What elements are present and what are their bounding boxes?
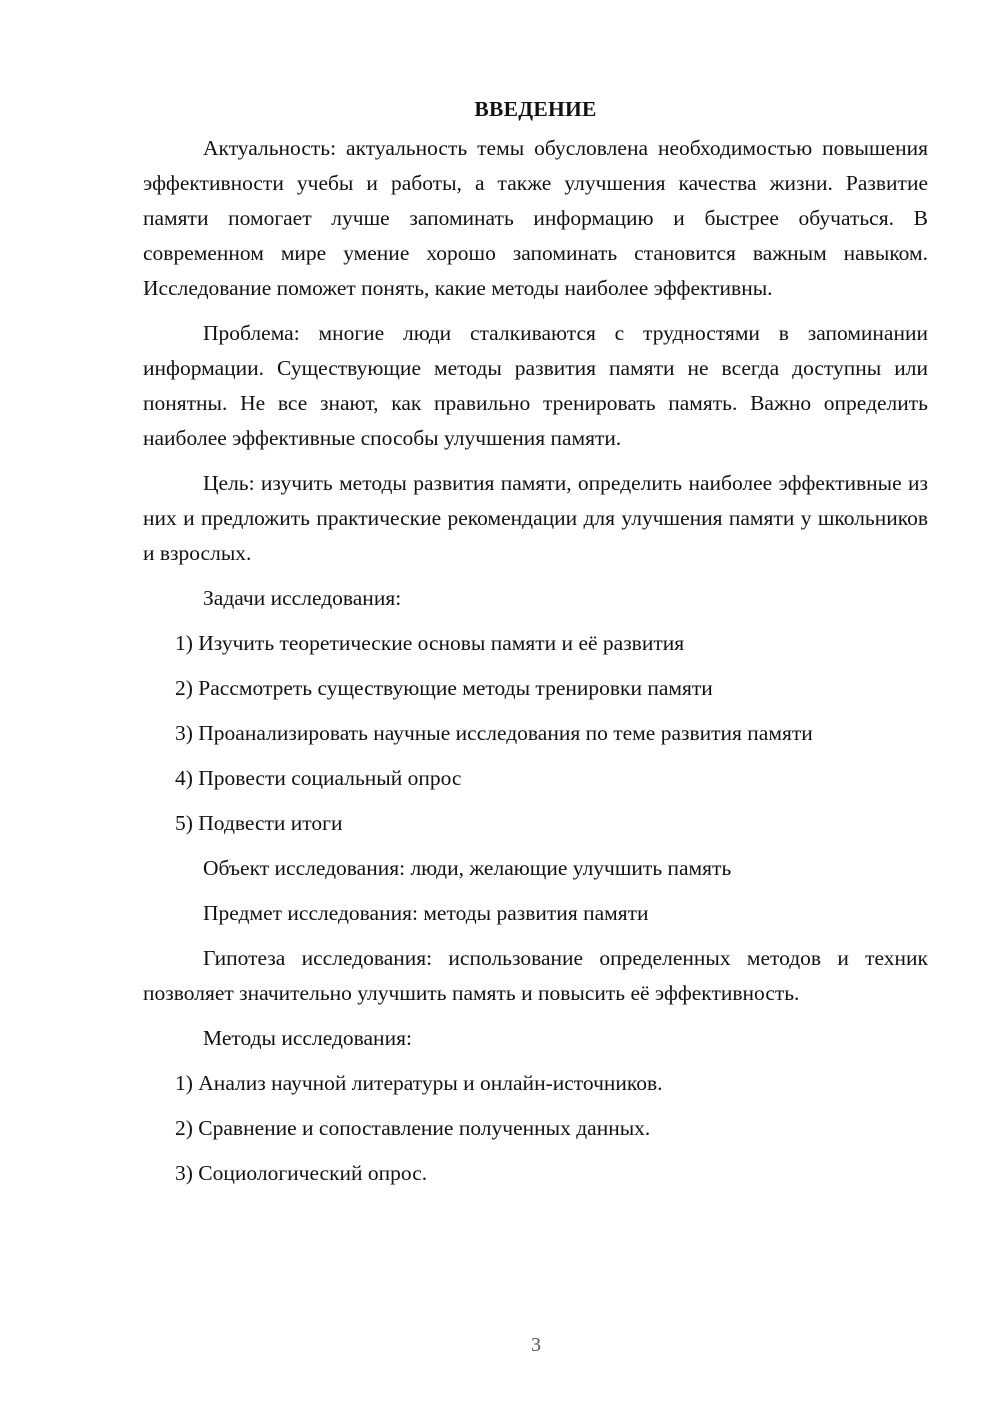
- task-item: 4) Провести социальный опрос: [175, 766, 462, 790]
- task-item: 2) Рассмотреть существующие методы тренировки памяти: [175, 676, 713, 700]
- task-item: 3) Проанализировать научные исследования по теме развития памяти: [175, 721, 813, 745]
- page-title: ВВЕДЕНИЕ: [474, 97, 597, 121]
- task-item: 5) Подвести итоги: [175, 811, 343, 835]
- task-item: 1) Изучить теоретические основы памяти и её развития: [175, 631, 685, 655]
- problem-paragraph: Проблема: многие люди сталкиваются с трудностями в запоминании информации. Существующие методы развития памяти не всегда доступны или понятны. Не все знают, как правильно тренировать память. Важно определить наиболее эффективные способы улучшения памяти.: [143, 321, 928, 450]
- methods-list: [143, 1066, 928, 1191]
- method-item: 3) Социологический опрос.: [175, 1161, 428, 1185]
- research-subject: Предмет исследования: методы развития памяти: [203, 901, 649, 925]
- relevance-paragraph: Актуальность: актуальность темы обусловлена необходимостью повышения эффективности учебы и работы, а также улучшения качества жизни. Развитие памяти помогает лучше запоминать информацию и быстрее обучаться. В современном мире умение хорошо запоминать становится важным навыком. Исследование поможет понять, какие методы наиболее эффективны.: [143, 136, 928, 300]
- method-item: 2) Сравнение и сопоставление полученных данных.: [175, 1116, 651, 1140]
- tasks-list: [143, 626, 928, 841]
- research-object: Объект исследования: люди, желающие улучшить память: [203, 856, 732, 880]
- hypothesis-paragraph: Гипотеза исследования: использование определенных методов и техник позволяет значительно улучшить память и повысить её эффективность.: [143, 946, 928, 1005]
- methods-heading: Методы исследования:: [203, 1026, 412, 1050]
- tasks-heading: Задачи исследования:: [203, 586, 402, 610]
- goal-paragraph: Цель: изучить методы развития памяти, определить наиболее эффективные из них и предложить практические рекомендации для улучшения памяти у школьников и взрослых.: [143, 471, 928, 565]
- page-content: [143, 94, 928, 1201]
- page-number: 3: [531, 1334, 541, 1356]
- method-item: 1) Анализ научной литературы и онлайн-источников.: [175, 1071, 663, 1095]
